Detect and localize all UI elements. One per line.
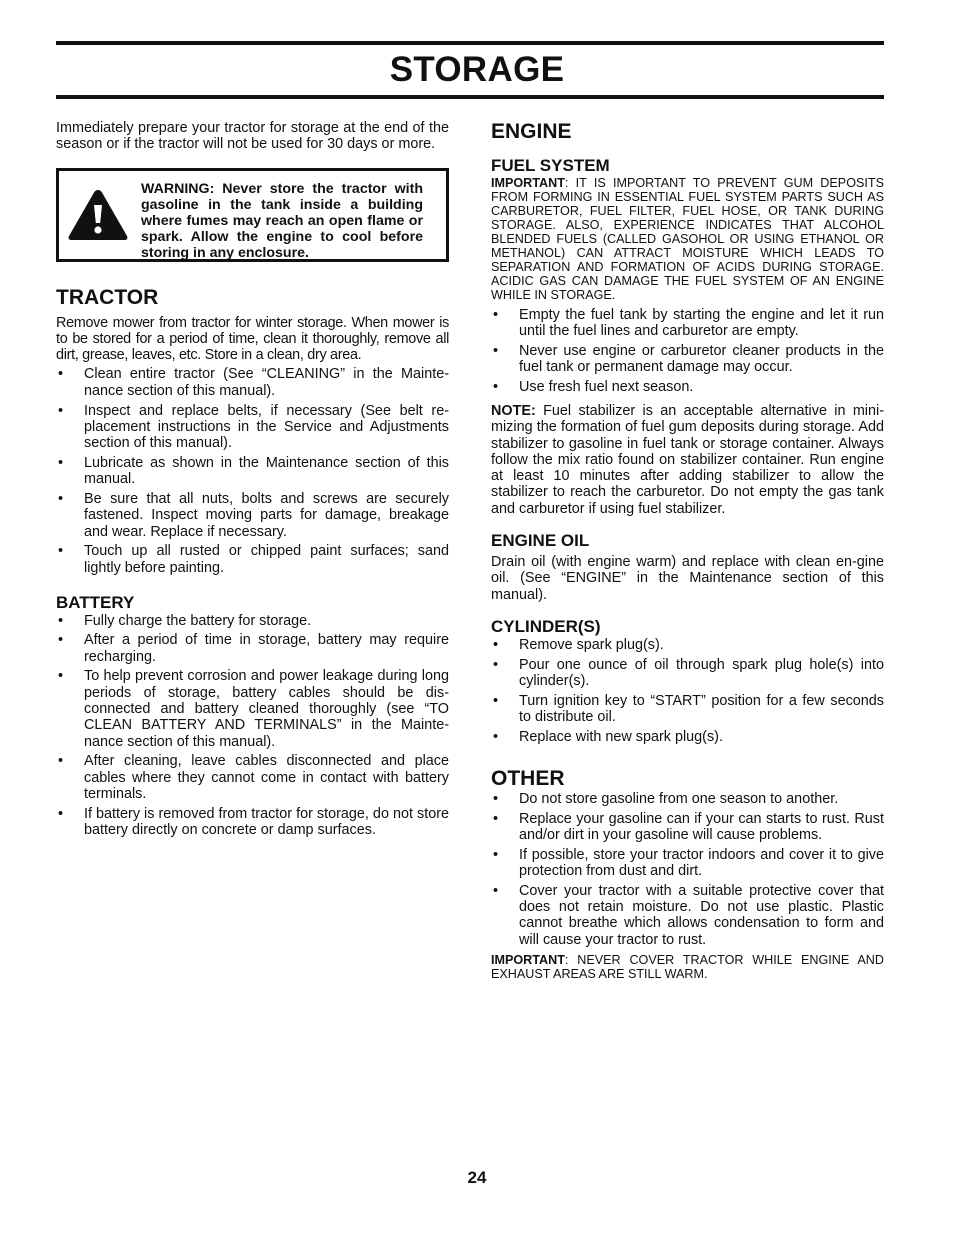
list-item: • Clean entire tractor (See “CLEANING” in the Mainte-nance section of this manual). bbox=[56, 366, 449, 399]
list-item: • Empty the fuel tank by starting the engine and let it run until the fuel lines and carburetor are empty. bbox=[491, 307, 884, 340]
warning-triangle-icon bbox=[66, 187, 130, 243]
top-rule bbox=[56, 41, 884, 45]
note-text: Fuel stabilizer is an acceptable alternative in mini-mizing the formation of fuel gum deposits during storage. Add stabilizer to gasoline in fuel tank or storage container. Always follow the mix ratio found on stabilizer container. Run engine at least 10 minutes after adding stabilizer to allow the stabilizer to reach the carburetor. Do not empty the gas tank and carburetor if using fuel stabilizer. bbox=[491, 402, 884, 517]
right-column bbox=[491, 120, 884, 981]
fuel-note-paragraph bbox=[491, 403, 884, 517]
list-item: • Pour one ounce of oil through spark plug hole(s) into cylinder(s). bbox=[491, 657, 884, 690]
fuel-important-paragraph bbox=[491, 176, 884, 302]
list-item: • Lubricate as shown in the Maintenance section of this manual. bbox=[56, 455, 449, 488]
page-number: 24 bbox=[467, 1168, 487, 1187]
list-item: • Replace your gasoline can if your can starts to rust. Rust and/or dirt in your gasoline will cause problems. bbox=[491, 811, 884, 844]
cylinders-heading: CYLINDER(S) bbox=[491, 616, 601, 636]
engine-oil-paragraph: Drain oil (with engine warm) and replace with clean en-gine oil. (See “ENGINE” in the Maintenance section of this manual). bbox=[491, 554, 884, 603]
other-important-paragraph bbox=[491, 953, 884, 981]
list-item: • After a period of time in storage, battery may require recharging. bbox=[56, 632, 449, 665]
list-item: • After cleaning, leave cables disconnected and place cables where they cannot come in contact with battery terminals. bbox=[56, 753, 449, 802]
note-label: NOTE: bbox=[491, 402, 536, 419]
tractor-list bbox=[56, 366, 449, 576]
list-item: • To help prevent corrosion and power leakage during long periods of storage, battery cables should be dis-connected and battery cleaned thoroughly (see “TO CLEAN BATTERY AND TERMINALS” in the Mainte-nance section of this manual). bbox=[56, 668, 449, 749]
other-heading: OTHER bbox=[491, 766, 565, 790]
fuel-system-heading: FUEL SYSTEM bbox=[491, 156, 610, 175]
warning-text: WARNING: Never store the tractor with gasoline in the tank inside a building where fumes may reach an open flame or spark. Allow the engine to cool before storing in any enclosure. bbox=[141, 180, 423, 261]
important-text: : IT IS IMPORTANT TO PREVENT GUM DEPOSITS FROM FORMING IN ESSENTIAL FUEL SYSTEM PARTS SUCH AS CARBURETOR, FUEL FILTER, FUEL HOSE, OR TANK DURING STORAGE. ALSO, EXPERIENCE INDICATES THAT ALCOHOL BLENDED FUELS (CALLED GASOHOL OR USING ETHANOL OR METHANOL) CAN ATTRACT MOISTURE WHICH LEADS TO SEPARATION AND FORMATION OF ACIDS DURING STORAGE. ACIDIC GAS CAN DAMAGE THE FUEL SYSTEM OF AN ENGINE WHILE IN STORAGE. bbox=[491, 176, 884, 302]
list-item: • Be sure that all nuts, bolts and screws are securely fastened. Inspect moving parts for damage, breakage and wear. Replace if necessary. bbox=[56, 491, 449, 540]
cylinders-list bbox=[491, 637, 884, 745]
battery-heading: BATTERY bbox=[56, 592, 135, 612]
list-item: • Do not store gasoline from one season to another. bbox=[491, 791, 884, 807]
list-item: • Remove spark plug(s). bbox=[491, 637, 884, 653]
important-label: IMPORTANT bbox=[491, 953, 565, 968]
intro-paragraph: Immediately prepare your tractor for storage at the end of the season or if the tractor will not be used for 30 days or more. bbox=[56, 120, 449, 153]
list-item: • Use fresh fuel next season. bbox=[491, 379, 884, 395]
list-item: • Replace with new spark plug(s). bbox=[491, 729, 884, 745]
important-label: IMPORTANT bbox=[491, 176, 565, 190]
page-title: STORAGE bbox=[389, 50, 565, 89]
warning-box bbox=[56, 168, 449, 262]
battery-list bbox=[56, 613, 449, 839]
list-item: • If battery is removed from tractor for storage, do not store battery directly on concrete or damp surfaces. bbox=[56, 806, 449, 839]
tractor-paragraph: Remove mower from tractor for winter storage. When mower is to be stored for a period of time, clean it thoroughly, remove all dirt, grease, leaves, etc. Store in a clean, dry area. bbox=[56, 314, 449, 364]
other-list bbox=[491, 791, 884, 948]
list-item: • Cover your tractor with a suitable protective cover that does not retain moisture. Do not use plastic. Plastic cannot breathe which allows condensation to form and will cause your tractor to rust. bbox=[491, 883, 884, 948]
engine-oil-heading: ENGINE OIL bbox=[491, 531, 590, 551]
list-item: • Touch up all rusted or chipped paint surfaces; sand lightly before painting. bbox=[56, 543, 449, 576]
tractor-heading: TRACTOR bbox=[56, 285, 159, 309]
engine-heading: ENGINE bbox=[491, 120, 572, 143]
title-bottom-rule bbox=[56, 95, 884, 99]
left-column bbox=[56, 120, 449, 842]
important-text: : NEVER COVER TRACTOR WHILE ENGINE AND EXHAUST AREAS ARE STILL WARM. bbox=[491, 953, 884, 982]
list-item: • Inspect and replace belts, if necessary (See belt re-placement instructions in the Service and Adjustments section of this manual). bbox=[56, 403, 449, 452]
list-item: • Fully charge the battery for storage. bbox=[56, 613, 449, 629]
list-item: • Turn ignition key to “START” position for a few seconds to distribute oil. bbox=[491, 693, 884, 726]
list-item: • Never use engine or carburetor cleaner products in the fuel tank or permanent damage may occur. bbox=[491, 343, 884, 376]
fuel-system-list bbox=[491, 307, 884, 395]
list-item: • If possible, store your tractor indoors and cover it to give protection from dust and dirt. bbox=[491, 847, 884, 880]
